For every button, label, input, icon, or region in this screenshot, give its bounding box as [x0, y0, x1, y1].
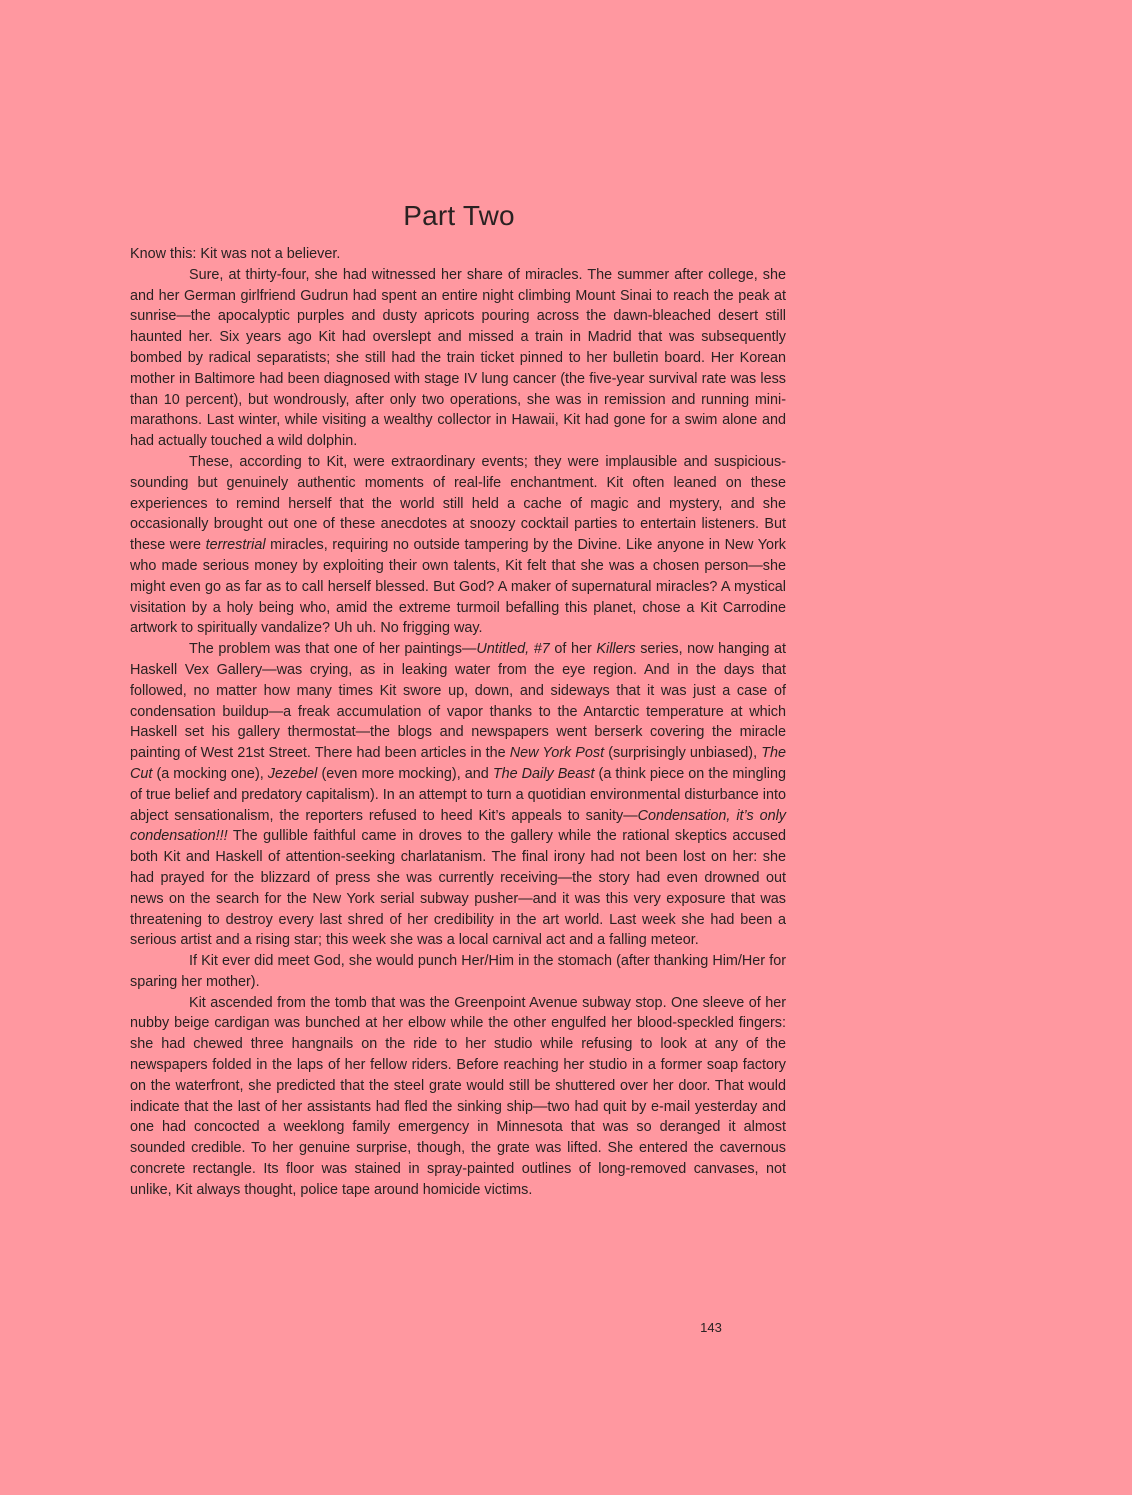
paragraph-2 — [130, 265, 786, 452]
text-run: The gullible faithful came in droves to the gallery while the rational skeptics accused both Kit and Haskell of attention-seeking charlatanism. The final irony had not been lost on her: she had prayed for the blizzard of press she was currently receiving—the story had even drowned out news on the search for the New York serial subway pusher—and it was this very exposure that was threatening to destroy every last shred of her credibility in the art world. Last week she had been a serious artist and a rising star; this week she was a local carnival act and a falling meteor. — [130, 828, 786, 949]
italic-text: Killers — [596, 641, 636, 658]
paragraph-6 — [130, 993, 786, 1201]
text-run: (a mocking one), — [152, 765, 268, 782]
text-run: miracles, requiring no outside tampering by the Divine. Like anyone in New York who made serious money by exploiting their own talents, Kit felt that she was a chosen person—she might even go as far as to call herself blessed. But God? A maker of supernatural miracles? A mystical visitation by a holy being who, amid the extreme turmoil befalling this planet, chose a Kit Carrodine artwork to spiritually vandalize? Uh uh. No frigging way. — [130, 537, 786, 637]
paragraph-5 — [130, 951, 786, 993]
paragraph-4 — [130, 639, 786, 951]
text-run: of her — [549, 641, 597, 658]
text-run: If Kit ever did meet God, she would punch Her/Him in the stomach (after thanking Him/Her for sparing her mother). — [130, 953, 786, 990]
text-run: The problem was that one of her paintings— — [189, 641, 477, 658]
page-number: 143 — [700, 1320, 722, 1335]
body-text — [130, 244, 786, 1201]
text-run: series, now hanging at Haskell Vex Gallery—was crying, as in leaking water from the eye region. And in the days that followed, no matter how many times Kit swore up, down, and sideways that it was just a case of condensation buildup—a freak accumulation of vapor thanks to the Antarctic temperature at which Haskell set his gallery thermostat—the blogs and newspapers went berserk covering the miracle painting of West 21st Street. There had been articles in the — [130, 641, 786, 762]
italic-text: The Daily Beast — [492, 765, 595, 782]
paragraph-3 — [130, 452, 786, 639]
text-run: (even more mocking), and — [317, 765, 493, 782]
text-run: Kit ascended from the tomb that was the Greenpoint Avenue subway stop. One sleeve of her nubby beige cardigan was bunched at her elbow while the other engulfed her blood-speckled fingers: she had chewed three hangnails on the ride to her studio while refusing to look at any of the newspapers folded in the laps of her fellow riders. Before reaching her studio in a former soap factory on the waterfront, she predicted that the steel grate would still be shuttered over her door. That would indicate that the last of her assistants had fled the sinking ship—two had quit by e-mail yesterday and one had concocted a weeklong family emergency in Minnesota that was so deranged it almost sounded credible. To her genuine surprise, though, the grate was lifted. She entered the cavernous concrete rectangle. Its floor was stained in spray-painted outlines of long-removed canvases, not unlike, Kit always thought, police tape around homicide victims. — [130, 994, 786, 1198]
chapter-title: Part Two — [403, 199, 515, 231]
italic-text: New York Post — [509, 745, 605, 762]
italic-text: terrestrial — [205, 537, 266, 554]
text-run: Sure, at thirty-four, she had witnessed her share of miracles. The summer after college, she and her German girlfriend Gudrun had spent an entire night climbing Mount Sinai to reach the peak at sunrise—the apocalyptic purples and dusty apricots pouring across the dawn-bleached desert still haunted her. Six years ago Kit had overslept and missed a train in Madrid that was subsequently bombed by radical separatists; she still had the train ticket pinned to her bulletin board. Her Korean mother in Baltimore had been diagnosed with stage IV lung cancer (the five-year survival rate was less than 10 percent), but wondrously, after only two operations, she was in remission and running mini-marathons. Last winter, while visiting a wealthy collector in Hawaii, Kit had gone for a swim alone and had actually touched a wild dolphin. — [130, 266, 786, 450]
text-run: (a think piece on the mingling of true belief and predatory capitalism). In an attempt to turn a quotidian environmental disturbance into abject sensationalism, the reporters refused to heed Kit’s appeals to sanity— — [130, 765, 786, 824]
text-run: Know this: Kit was not a believer. — [130, 246, 341, 262]
italic-text: Jezebel — [267, 765, 318, 782]
text-run: (surprisingly unbiased), — [604, 745, 762, 762]
paragraph-1 — [130, 244, 786, 265]
italic-text: Condensation, it’s only condensation!!! — [130, 807, 786, 845]
italic-text: The Cut — [130, 745, 786, 782]
italic-text: Untitled, #7 — [476, 641, 550, 658]
text-run: These, according to Kit, were extraordinary events; they were implausible and suspicious-sounding but genuinely authentic moments of real-life enchantment. Kit often leaned on these experiences to remind herself that the world still held a cache of magic and mystery, and she occasionally brought out one of these anecdotes at snoozy cocktail parties to entertain listeners. But these were — [130, 453, 786, 554]
